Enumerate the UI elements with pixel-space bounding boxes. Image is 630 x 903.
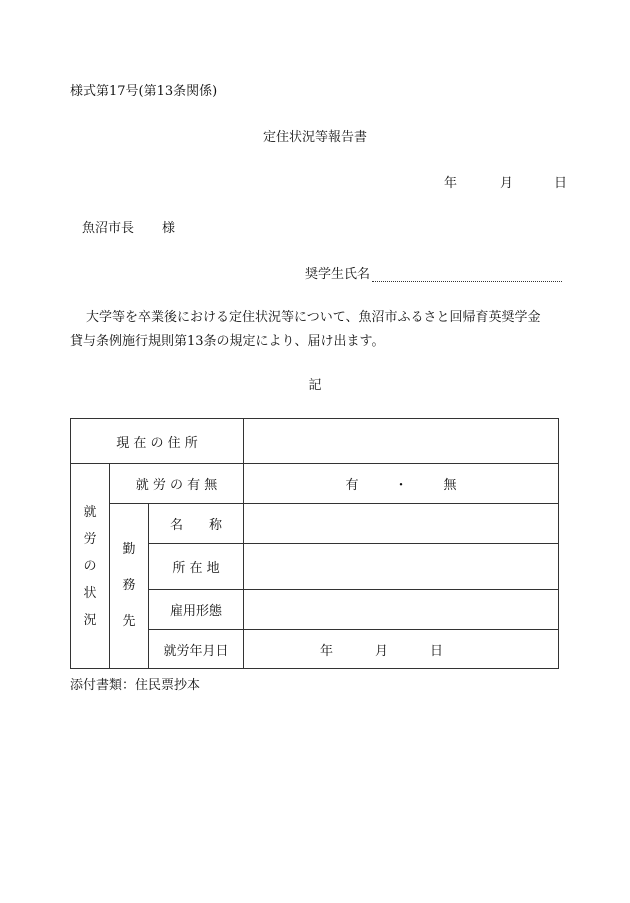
- employment-presence-label-text: 就 労 の 有 無: [135, 478, 218, 493]
- presence-yes: 有: [345, 478, 359, 493]
- employment-presence-label: [109, 463, 244, 504]
- page-title: 定住状況等報告書: [262, 130, 367, 145]
- employment-start-date-label: [148, 629, 244, 669]
- employment-type-label-text: 雇用形態: [169, 604, 222, 619]
- employment-type-label: [148, 589, 244, 630]
- date-day: 日: [554, 176, 568, 191]
- workplace-char-1: 勤: [122, 542, 136, 557]
- status-char-4: 状: [83, 585, 97, 601]
- start-day: 日: [430, 643, 444, 659]
- attachments-note: 添付書類：住民票抄本: [70, 678, 201, 693]
- workplace-label: [109, 503, 149, 669]
- body-line-1: 大学等を卒業後における定住状況等について、魚沼市ふるさと回帰育英奨学金: [86, 310, 541, 325]
- current-address-label: [70, 418, 244, 464]
- workplace-name-label-text: 名 称: [169, 518, 222, 533]
- workplace-location-label: [148, 543, 244, 590]
- employment-type-value: [243, 589, 559, 630]
- start-month: 月: [375, 643, 389, 659]
- body-text: [70, 306, 570, 354]
- workplace-char-2: 務: [122, 578, 136, 593]
- addressee: [82, 217, 175, 236]
- status-char-3: の: [83, 558, 97, 574]
- employment-start-date-value: [243, 629, 559, 669]
- start-year: 年: [320, 643, 334, 659]
- workplace-location-label-text: 所 在 地: [172, 561, 220, 576]
- date-month: 月: [500, 176, 514, 191]
- body-line-2: 貸与条例施行規則第13条の規定により、届け出ます。: [70, 334, 385, 349]
- workplace-char-3: 先: [122, 614, 136, 629]
- current-address-label-text: 現 在 の 住 所: [116, 435, 198, 451]
- addressee-name: 魚沼市長: [82, 221, 135, 236]
- status-char-5: 況: [83, 612, 97, 628]
- applicant-label: 奨学生氏名: [305, 267, 371, 282]
- employment-presence-value: [243, 463, 559, 504]
- date-year: 年: [444, 176, 458, 191]
- status-char-2: 労: [83, 531, 97, 547]
- presence-no: 無: [443, 478, 457, 493]
- addressee-honorific: 様: [162, 221, 176, 236]
- presence-separator: ・: [394, 478, 408, 493]
- form-number: 様式第17号(第13条関係): [70, 84, 218, 99]
- employment-status-label: [70, 463, 110, 669]
- report-table: [70, 418, 559, 669]
- current-address-value: [243, 418, 559, 464]
- employment-start-date-label-text: 就労年月日: [163, 643, 229, 659]
- status-char-1: 就: [83, 504, 97, 520]
- workplace-name-value: [243, 503, 559, 544]
- applicant-name-field: [305, 263, 562, 282]
- workplace-name-label: [148, 503, 244, 544]
- signature-line: [372, 267, 562, 282]
- ki-heading: 記: [308, 378, 322, 393]
- workplace-location-value: [243, 543, 559, 590]
